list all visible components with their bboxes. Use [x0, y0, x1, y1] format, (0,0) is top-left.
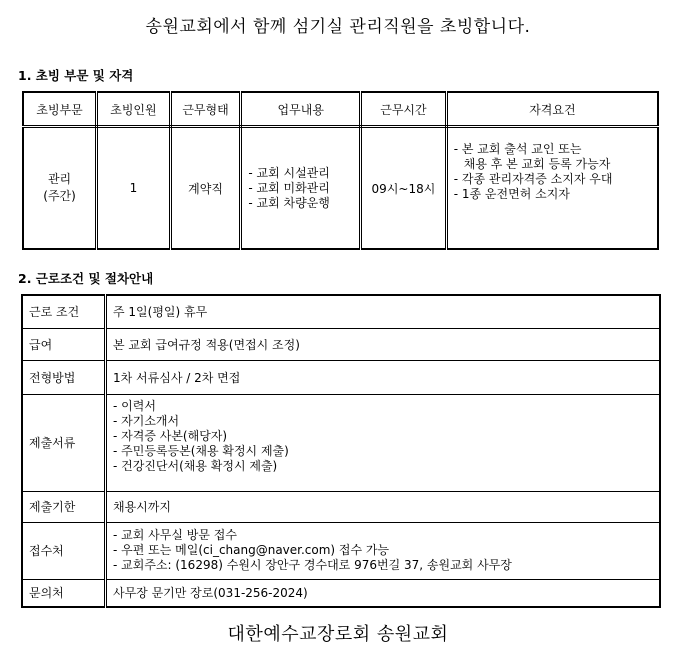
table-row	[22, 328, 660, 360]
header-qualifications: 자격요건	[446, 92, 658, 127]
row-label: 급여	[22, 328, 106, 360]
table-row	[22, 491, 660, 522]
recruitment-header-row	[23, 92, 658, 127]
table-row	[22, 579, 660, 607]
row-value: 사무장 문기만 장로(031-256-2024)	[113, 586, 308, 601]
page-title: 송원교회에서 함께 섬기실 관리직원을 초빙합니다.	[145, 17, 531, 37]
table-row	[22, 360, 660, 394]
header-dept: 초빙부문	[23, 92, 97, 127]
cell-hours: 09시~18시	[361, 127, 447, 250]
qualification-item: - 각종 관리자격증 소지자 우대	[453, 172, 613, 186]
section2-heading: 2. 근로조건 및 절차안내	[18, 271, 154, 286]
cell-duties	[241, 127, 361, 250]
cell-dept	[23, 127, 97, 250]
row-value	[106, 522, 661, 579]
duty-item: - 교회 차량운행	[248, 195, 330, 210]
header-duties: 업무내용	[241, 92, 361, 127]
table-row	[22, 394, 660, 491]
dept-line2: (주간)	[43, 189, 76, 203]
row-value	[106, 394, 661, 491]
duty-item: - 교회 시설관리	[248, 165, 330, 180]
dept-line1: 관리	[47, 172, 72, 186]
cell-count: 1	[97, 127, 171, 250]
row-value: 주 1일(평일) 휴무	[106, 295, 661, 328]
row-label: 접수처	[22, 522, 106, 579]
section1-heading: 1. 초빙 부문 및 자격	[18, 68, 134, 83]
row-label: 근로 조건	[22, 295, 106, 328]
recruitment-table	[22, 91, 659, 250]
list-item: - 우편 또는 메일(ci_chang@naver.com) 접수 가능	[113, 543, 390, 557]
list-item: - 교회주소: (16298) 수원시 장안구 경수대로 976번길 37, 송원교회 사무장	[113, 558, 512, 572]
table-row	[22, 295, 660, 328]
header-count: 초빙인원	[97, 92, 171, 127]
row-label: 문의처	[22, 579, 106, 607]
row-label: 전형방법	[22, 360, 106, 394]
conditions-table	[21, 294, 661, 608]
duty-item: - 교회 미화관리	[248, 180, 330, 195]
list-item: - 자기소개서	[113, 413, 180, 428]
list-item: - 자격증 사본(해당자)	[113, 428, 228, 443]
row-value: 1차 서류심사 / 2차 면접	[106, 360, 661, 394]
row-value: 채용시까지	[106, 491, 661, 522]
list-item: - 이력서	[113, 398, 156, 413]
recruitment-row	[23, 127, 658, 250]
row-label: 제출서류	[22, 394, 106, 491]
row-value: 본 교회 급여규정 적용(면접시 조정)	[106, 328, 661, 360]
cell-type: 계약직	[170, 127, 241, 250]
qualification-item: - 본 교회 출석 교인 또는	[453, 142, 582, 156]
table-row	[22, 522, 660, 579]
list-item: - 교회 사무실 방문 접수	[113, 528, 237, 542]
qualification-item: - 1종 운전면허 소지자	[453, 187, 570, 201]
row-label: 제출기한	[22, 491, 106, 522]
qualification-item: 채용 후 본 교회 등록 가능자	[463, 157, 611, 171]
list-item: - 건강진단서(채용 확정시 제출)	[113, 458, 278, 473]
footer-church-name: 대한예수교장로회 송원교회	[227, 624, 449, 645]
header-type: 근무형태	[170, 92, 241, 127]
list-item: - 주민등록등본(채용 확정시 제출)	[113, 443, 289, 458]
header-hours: 근무시간	[361, 92, 447, 127]
cell-qualifications	[446, 127, 658, 250]
